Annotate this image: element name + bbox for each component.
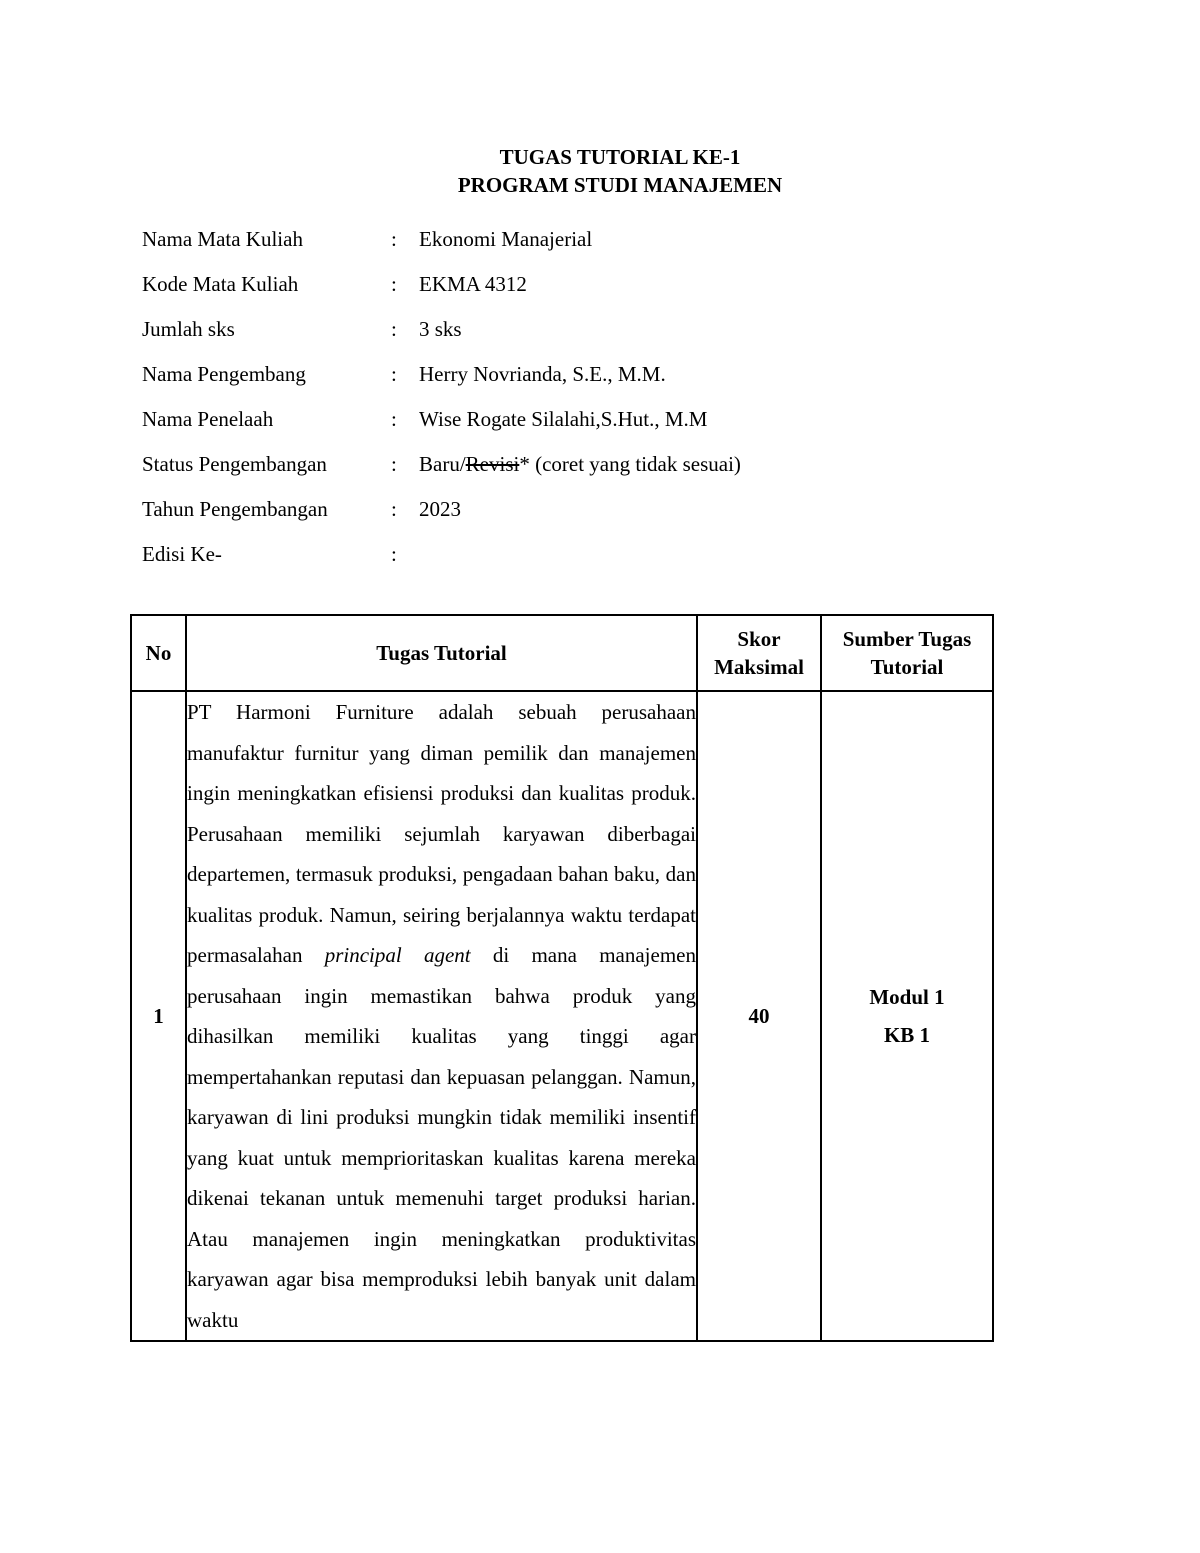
info-label: Nama Penelaah bbox=[142, 407, 274, 431]
info-label: Nama Mata Kuliah bbox=[142, 227, 303, 251]
task-number: 1 bbox=[131, 691, 186, 1341]
task-text-part1: PT Harmoni Furniture adalah sebuah perusahaan manufaktur furnitur yang diman pemilik dan manajemen ingin meningkatkan efisiensi produksi dan kualitas produk. Perusahaan memiliki sejumlah karyawan diberbagai departemen, termasuk produksi, pengadaan bahan baku, dan kualitas produk. Namun, seiring berjalannya waktu terdapat permasalahan bbox=[187, 700, 696, 967]
status-note: * (coret yang tidak sesuai) bbox=[519, 452, 741, 476]
info-label: Kode Mata Kuliah bbox=[142, 272, 299, 296]
task-source-module: Modul 1 bbox=[869, 985, 945, 1009]
status-option-new: Baru/ bbox=[419, 452, 466, 476]
info-value: 2023 bbox=[419, 497, 461, 521]
table-header-row bbox=[131, 615, 993, 691]
info-colon: : bbox=[391, 362, 397, 386]
header-score-line1: Skor bbox=[737, 627, 781, 651]
info-colon: : bbox=[391, 317, 397, 341]
info-label: Tahun Pengembangan bbox=[142, 497, 328, 521]
info-colon: : bbox=[391, 407, 397, 431]
task-text-italic-term: principal agent bbox=[324, 943, 471, 967]
info-colon: : bbox=[391, 452, 397, 476]
document-title: TUGAS TUTORIAL KE-1 bbox=[499, 145, 741, 169]
info-value bbox=[419, 452, 741, 477]
info-colon: : bbox=[391, 227, 397, 251]
info-value: EKMA 4312 bbox=[419, 272, 527, 296]
task-description bbox=[186, 691, 697, 1341]
tutorial-task-table bbox=[130, 614, 994, 1342]
header-score-line2: Maksimal bbox=[714, 655, 804, 679]
info-label: Status Pengembangan bbox=[142, 452, 327, 476]
info-value: Ekonomi Manajerial bbox=[419, 227, 593, 251]
info-label: Jumlah sks bbox=[142, 317, 235, 341]
task-source-kb: KB 1 bbox=[883, 1023, 931, 1047]
header-task: Tugas Tutorial bbox=[186, 615, 697, 691]
task-source bbox=[821, 691, 993, 1341]
document-subtitle: PROGRAM STUDI MANAJEMEN bbox=[457, 173, 783, 197]
info-value: Herry Novrianda, S.E., M.M. bbox=[419, 362, 666, 386]
info-value: Wise Rogate Silalahi,S.Hut., M.M bbox=[419, 407, 708, 431]
header-no: No bbox=[131, 615, 186, 691]
info-label: Nama Pengembang bbox=[142, 362, 306, 386]
task-text-part2: di mana manajemen perusahaan ingin memastikan bahwa produk yang dihasilkan memiliki kualitas yang tinggi agar mempertahankan reputasi dan kepuasan pelanggan. Namun, karyawan di lini produksi mungkin tidak memiliki insentif yang kuat untuk memprioritaskan kualitas karena mereka dikenai tekanan untuk memenuhi target produksi harian. Atau manajemen ingin meningkatkan produktivitas karyawan agar bisa memproduksi lebih banyak unit dalam waktu bbox=[187, 943, 696, 1332]
info-value: 3 sks bbox=[419, 317, 462, 341]
header-source-line1: Sumber Tugas bbox=[842, 627, 972, 651]
header-source-line2: Tutorial bbox=[870, 655, 944, 679]
table-row bbox=[131, 691, 993, 1341]
info-colon: : bbox=[391, 272, 397, 296]
header-source bbox=[821, 615, 993, 691]
info-colon: : bbox=[391, 497, 397, 521]
info-colon: : bbox=[391, 542, 397, 566]
header-score bbox=[697, 615, 821, 691]
status-option-revision-struck: Revisi bbox=[465, 452, 520, 476]
info-label: Edisi Ke- bbox=[142, 542, 222, 566]
max-score: 40 bbox=[697, 691, 821, 1341]
